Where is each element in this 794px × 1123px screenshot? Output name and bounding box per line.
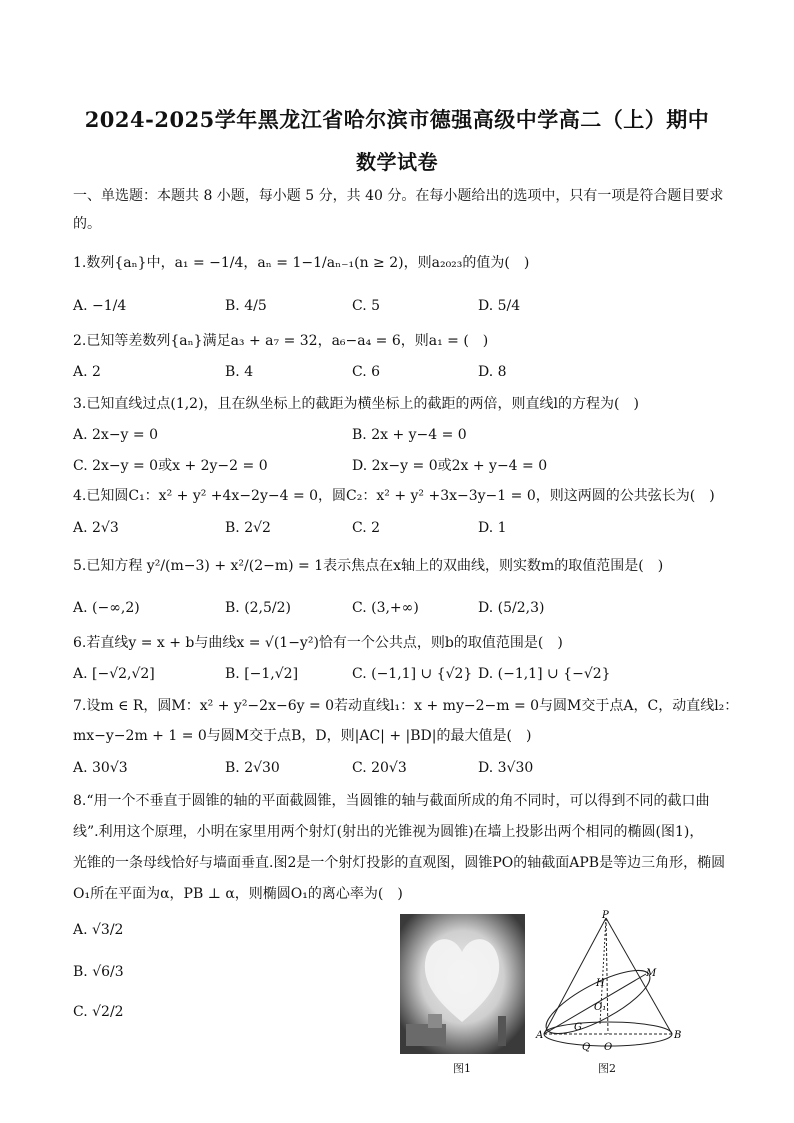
q7-option-b: B. 2√30 (225, 760, 280, 776)
q7-option-d: D. 3√30 (478, 760, 534, 776)
question-8-stem: 8.“用一个不垂直于圆锥的轴的平面截圆锥，当圆锥的轴与截面所成的角不同时，可以得到不同的截口曲 (73, 793, 710, 809)
question-6-stem: 6.若直线y = x + b与曲线x = √(1−y²)恰有一个公共点，则b的取值范围是( ) (73, 635, 563, 651)
q5-option-b: B. (2,5/2) (225, 600, 292, 616)
question-2-stem: 2.已知等差数列{aₙ}满足a₃ + a₇ = 32，a₆−a₄ = 6，则a₁ = ( ) (73, 333, 489, 349)
q6-option-c: C. (−1,1] ∪ {√2} (352, 666, 473, 682)
question-8-stem-4: O₁所在平面为α，PB ⊥ α，则椭圆O₁的离心率为( ) (73, 886, 403, 902)
q5-option-c: C. (3,+∞) (352, 600, 419, 616)
q3-option-c: C. 2x−y = 0或x + 2y−2 = 0 (73, 458, 268, 474)
q4-option-d: D. 1 (478, 520, 507, 536)
label-o1: O₁ (594, 1002, 607, 1013)
q8-option-b: B. √6/3 (73, 964, 124, 980)
q4-option-b: B. 2√2 (225, 520, 271, 536)
q7-option-a: A. 30√3 (73, 760, 128, 776)
q5-option-a: A. (−∞,2) (73, 600, 140, 616)
question-7-stem: 7.设m ∈ R，圆M：x² + y²−2x−6y = 0若动直线l₁：x + my−2−m = 0与圆M交于点A，C，动直线l₂： (73, 698, 739, 714)
exam-subtitle: 数学试卷 (356, 150, 438, 174)
q6-option-d: D. (−1,1] ∪ {−√2} (478, 666, 611, 682)
q5-option-d: D. (5/2,3) (478, 600, 545, 616)
section-heading: 一、单选题：本题共 8 小题，每小题 5 分，共 40 分。在每小题给出的选项中，只有一项是符合题目要求 (73, 188, 724, 204)
q1-option-c: C. 5 (352, 298, 381, 314)
label-h: H (596, 978, 605, 989)
label-q: Q (582, 1042, 591, 1053)
label-b: B (674, 1030, 682, 1041)
figure-2-cone-diagram (538, 912, 698, 1082)
q3-option-d: D. 2x−y = 0或2x + y−4 = 0 (352, 458, 548, 474)
question-8-stem-2: 线”.利用这个原理，小明在家里用两个射灯(射出的光锥视为圆锥)在墙上投影出两个相同的椭圆(图1)， (73, 824, 704, 840)
q1-option-d: D. 5/4 (478, 298, 521, 314)
question-8-stem-3: 光锥的一条母线恰好与墙面垂直.图2是一个射灯投影的直观图，圆锥PO的轴截面APB是等边三角形，椭圆 (73, 855, 726, 871)
q2-option-a: A. 2 (73, 364, 101, 380)
section-heading-cont: 的。 (73, 216, 101, 232)
label-o: O (604, 1042, 613, 1053)
question-7-stem-cont: mx−y−2m + 1 = 0与圆M交于点B，D，则|AC| + |BD|的最大值是( ) (73, 728, 532, 744)
exam-title: 2024-2025学年黑龙江省哈尔滨市德强高级中学高二（上）期中 (84, 107, 710, 132)
q7-option-c: C. 20√3 (352, 760, 407, 776)
q4-option-a: A. 2√3 (73, 520, 119, 536)
question-3-stem: 3.已知直线过点(1,2)，且在纵坐标上的截距为横坐标上的截距的两倍，则直线l的方程为( ) (73, 396, 639, 412)
question-1-stem: 1.数列{aₙ}中，a₁ = −1/4，aₙ = 1−1/aₙ₋₁(n ≥ 2)，则a₂₀₂₃的值为( ) (73, 255, 530, 271)
q2-option-d: D. 8 (478, 364, 507, 380)
q3-option-b: B. 2x + y−4 = 0 (352, 427, 467, 443)
q3-option-a: A. 2x−y = 0 (73, 427, 158, 443)
q2-option-b: B. 4 (225, 364, 254, 380)
q6-option-a: A. [−√2,√2] (73, 666, 155, 682)
label-m: M (646, 968, 657, 979)
label-a: A (536, 1030, 544, 1041)
figure-2-caption: 图2 (598, 1062, 616, 1075)
question-8-figures (398, 912, 718, 1082)
question-5-stem: 5.已知方程 y²/(m−3) + x²/(2−m) = 1表示焦点在x轴上的双曲线，则实数m的取值范围是( ) (73, 558, 664, 574)
label-g: G (574, 1022, 582, 1033)
q8-option-a: A. √3/2 (73, 922, 124, 938)
q1-option-a: A. −1/4 (73, 298, 127, 314)
figure-1-caption: 图1 (453, 1062, 471, 1075)
q1-option-b: B. 4/5 (225, 298, 267, 314)
label-p: P (602, 910, 609, 921)
q2-option-c: C. 6 (352, 364, 381, 380)
q4-option-c: C. 2 (352, 520, 381, 536)
q6-option-b: B. [−1,√2] (225, 666, 299, 682)
question-4-stem: 4.已知圆C₁：x² + y² +4x−2y−4 = 0，圆C₂：x² + y² +3x−3y−1 = 0，则这两圆的公共弦长为( ) (73, 488, 715, 504)
q8-option-c: C. √2/2 (73, 1004, 124, 1020)
